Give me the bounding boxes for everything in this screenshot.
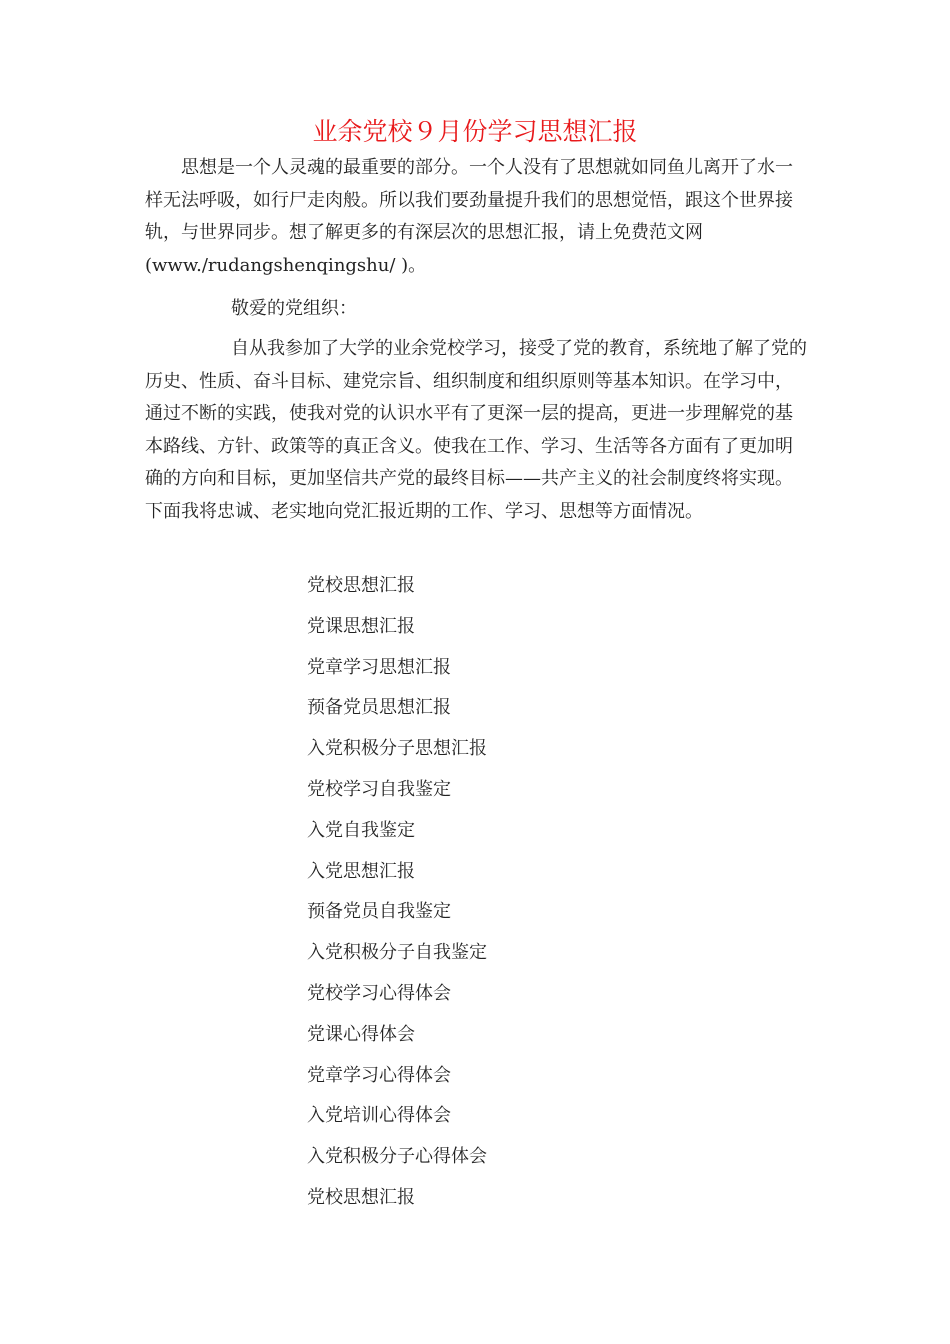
related-link[interactable]: 党校学习心得体会 <box>307 982 451 1004</box>
related-link[interactable]: 预备党员自我鉴定 <box>307 901 451 923</box>
related-link[interactable]: 党校思想汇报 <box>307 575 415 596</box>
related-link[interactable]: 入党思想汇报 <box>307 860 415 882</box>
related-link[interactable]: 入党积极分子心得体会 <box>307 1146 487 1168</box>
intro-paragraph: 思想是一个人灵魂的最重要的部分。一个人没有了思想就如同鱼儿离开了水一样无法呼吸，如行尸走肉般。所以我们要劲量提升我们的思想觉悟，跟这个世界接轨，与世界同步。想了解更多的有深层次的思想汇报，请上免费范文网(www./rudangshenqingshu/ )。 <box>145 157 793 276</box>
related-link[interactable]: 党课思想汇报 <box>307 615 415 637</box>
related-link[interactable]: 入党培训心得体会 <box>307 1105 451 1127</box>
main-paragraph: 自从我参加了大学的业余党校学习，接受了党的教育，系统地了解了党的历史、性质、奋斗目标、建党宗旨、组织制度和组织原则等基本知识。在学习中，通过不断的实践，使我对党的认识水平有了更深一层的提高，更进一步理解党的基本路线、方针、政策等的真正含义。使我在工作、学习、生活等各方面有了更加明确的方向和目标，更加坚信共产党的最终目标——共产主义的社会制度终将实现。下面我将忠诚、老实地向党汇报近期的工作、学习、思想等方面情况。 <box>145 338 807 522</box>
document-title: 业余党校９月份学习思想汇报 <box>312 117 638 146</box>
related-link[interactable]: 党章学习思想汇报 <box>307 656 451 678</box>
related-link[interactable]: 党课心得体会 <box>307 1023 415 1045</box>
greeting-line: 敬爱的党组织： <box>231 298 357 319</box>
related-link[interactable]: 入党积极分子自我鉴定 <box>307 942 487 964</box>
related-links-list <box>307 571 487 1224</box>
related-link[interactable]: 入党自我鉴定 <box>307 819 415 841</box>
related-link[interactable]: 入党积极分子思想汇报 <box>307 738 487 760</box>
related-link[interactable]: 党校思想汇报 <box>307 1186 415 1208</box>
related-link[interactable]: 预备党员思想汇报 <box>307 697 451 719</box>
related-link[interactable]: 党校学习自我鉴定 <box>307 778 451 800</box>
related-link[interactable]: 党章学习心得体会 <box>307 1064 451 1086</box>
